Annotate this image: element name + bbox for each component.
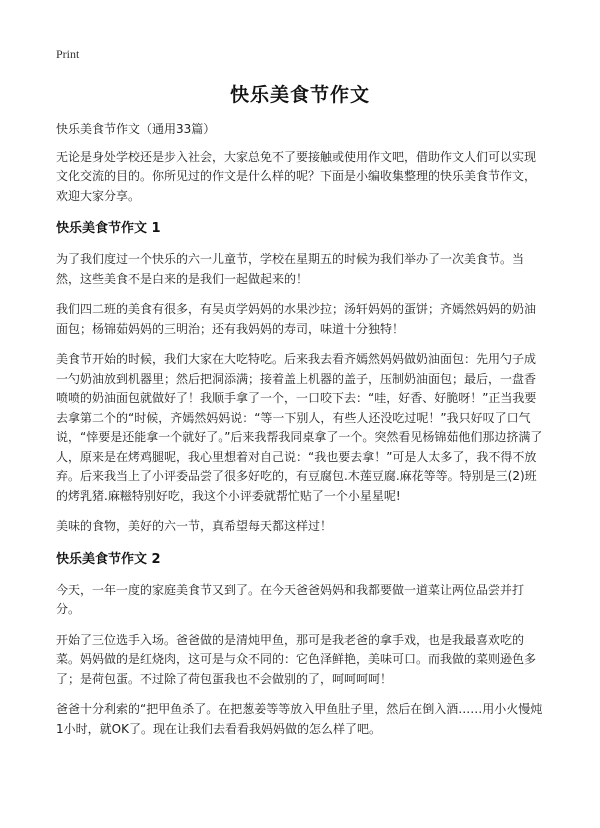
- page-title: 快乐美食节作文: [229, 84, 370, 106]
- print-label[interactable]: Print: [56, 47, 80, 61]
- essay-heading: 快乐美食节作文 2: [56, 551, 161, 567]
- intro-paragraph: 无论是身处学校还是步入社会，大家总免不了要接触或使用作文吧，借助作文人们可以实现文化交流的目的。你所见过的作文是什么样的呢？下面是小编收集整理的快乐美食节作文，欢迎大家分享。: [56, 149, 537, 203]
- document-body: [56, 120, 546, 750]
- document-subtitle: 快乐美食节作文（通用33篇）: [56, 122, 216, 136]
- essay-heading: 快乐美食节作文 1: [56, 221, 161, 236]
- essay-paragraph: 美味的食物，美好的六一节，真希望每天都这样过！: [56, 519, 333, 533]
- essay-paragraph: 爸爸十分利索的“把甲鱼杀了。在把葱姜等等放入甲鱼肚子里，然后在倒入酒……用小火慢炖1小时，就OK了。现在让我们去看看我妈妈做的怎么样了吧。: [56, 702, 543, 736]
- essay-paragraph: 为了我们度过一个快乐的六一儿童节，学校在星期五的时候为我们举办了一次美食节。当然，这些美食不是白来的是我们一起做起来的！: [56, 252, 525, 286]
- essay-paragraph: 今天，一年一度的家庭美食节又到了。在今天爸爸妈妈和我都要做一道菜让两位品尝并打分。: [56, 582, 525, 616]
- essay-paragraph: 开始了三位选手入场。爸爸做的是清炖甲鱼，那可是我老爸的拿手戏，也是我最喜欢吃的菜。妈妈做的是红烧肉，这可是与众不同的：它色泽鲜艳，美味可口。而我做的菜则逊色多了；是荷包蛋。不过除了荷包蛋我也不会做别的了，呵呵呵呵！: [56, 632, 537, 686]
- essay-paragraph: 美食节开始的时候，我们大家在大吃特吃。后来我去看齐嫣然妈妈做奶油面包：先用勺子成一勺奶油放到机器里；然后把洞添满；接着盖上机器的盖子，压制奶油面包；最后，一盘香喷喷的奶油面包就做好了！我顺手拿了一个，一口咬下去：“哇，好香、好脆呀！”正当我要去拿第二个的“时候，齐嫣然妈妈说：“等一下别人，有些人还没吃过呢！”我只好叹了口气说，“悻要是还能拿一个就好了。”后来我帮我同桌拿了一个。突然看见杨锦茹他们那边挤满了人，原来是在烤鸡腿呢，我心里想着对自己说：“我也要去拿！”可是人太多了，我不得不放弃。后来我当上了小评委品尝了很多好吃的，有豆腐包.木莲豆腐.麻花等等。特别是三(2)班的烤乳猪.麻糍特别好吃，我这个小评委就帮忙贴了一个小星星呢!: [56, 352, 543, 503]
- essay-paragraph: 我们四二班的美食有很多，有吴贞学妈妈的水果沙拉；汤轩妈妈的蛋饼；齐嫣然妈妈的奶油面包；杨锦茹妈妈的三明治；还有我妈妈的寿司，味道十分独特！: [56, 302, 537, 336]
